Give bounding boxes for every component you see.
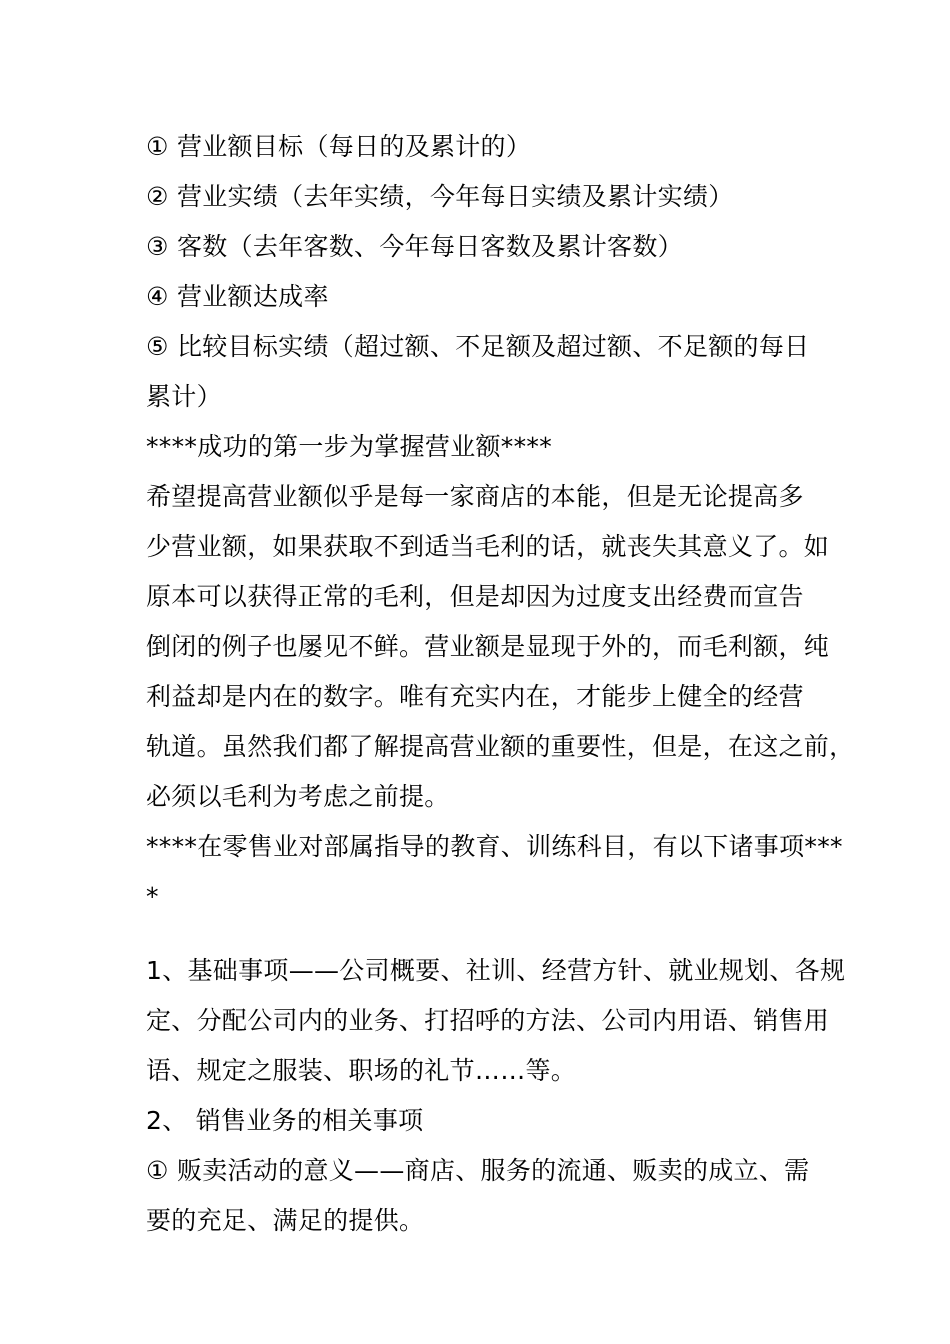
- paragraph-line: 利益却是内在的数字。唯有充实内在，才能步上健全的经营: [146, 682, 804, 711]
- section-heading-sales: ****成功的第一步为掌握营业额****: [146, 432, 553, 461]
- section-heading-training-continued: *: [146, 882, 159, 911]
- goal-item-5: ⑤ 比较目标实绩（超过额、不足额及超过额、不足额的每日: [146, 332, 810, 361]
- paragraph-line: 轨道。虽然我们都了解提高营业额的重要性，但是，在这之前，: [146, 732, 855, 761]
- paragraph-line: 希望提高营业额似乎是每一家商店的本能，但是无论提高多: [146, 482, 804, 511]
- paragraph-line: 少营业额，如果获取不到适当毛利的话，就丧失其意义了。如: [146, 532, 830, 561]
- goal-item-5-continued: 累计）: [146, 382, 222, 411]
- paragraph-line: 倒闭的例子也屡见不鲜。营业额是显现于外的，而毛利额，纯: [146, 632, 830, 661]
- list-item-basic-continued: 定、分配公司内的业务、打招呼的方法、公司内用语、销售用: [146, 1006, 830, 1035]
- list-item-basic-continued: 语、规定之服装、职场的礼节……等。: [146, 1056, 577, 1085]
- document-page: [146, 122, 855, 1246]
- sub-item-1-continued: 要的充足、满足的提供。: [146, 1206, 425, 1235]
- goal-item-4: ④ 营业额达成率: [146, 282, 329, 311]
- section-heading-training: ****在零售业对部属指导的教育、训练科目，有以下诸事项***: [146, 832, 843, 861]
- paragraph-line: 原本可以获得正常的毛利，但是却因为过度支出经费而宣告: [146, 582, 804, 611]
- paragraph-spacer: [146, 922, 826, 946]
- goal-item-2: ② 营业实绩（去年实绩，今年每日实绩及累计实绩）: [146, 182, 734, 211]
- goal-item-3: ③ 客数（去年客数、今年每日客数及累计客数）: [146, 232, 683, 261]
- list-item-basic: 1、基础事项——公司概要、社训、经营方针、就业规划、各规: [146, 956, 846, 985]
- sub-item-1: ① 贩卖活动的意义——商店、服务的流通、贩卖的成立、需: [146, 1156, 810, 1185]
- goal-item-1: ① 营业额目标（每日的及累计的）: [146, 132, 532, 161]
- list-item-sales: 2、 销售业务的相关事项: [146, 1106, 424, 1135]
- paragraph-line: 必须以毛利为考虑之前提。: [146, 782, 450, 811]
